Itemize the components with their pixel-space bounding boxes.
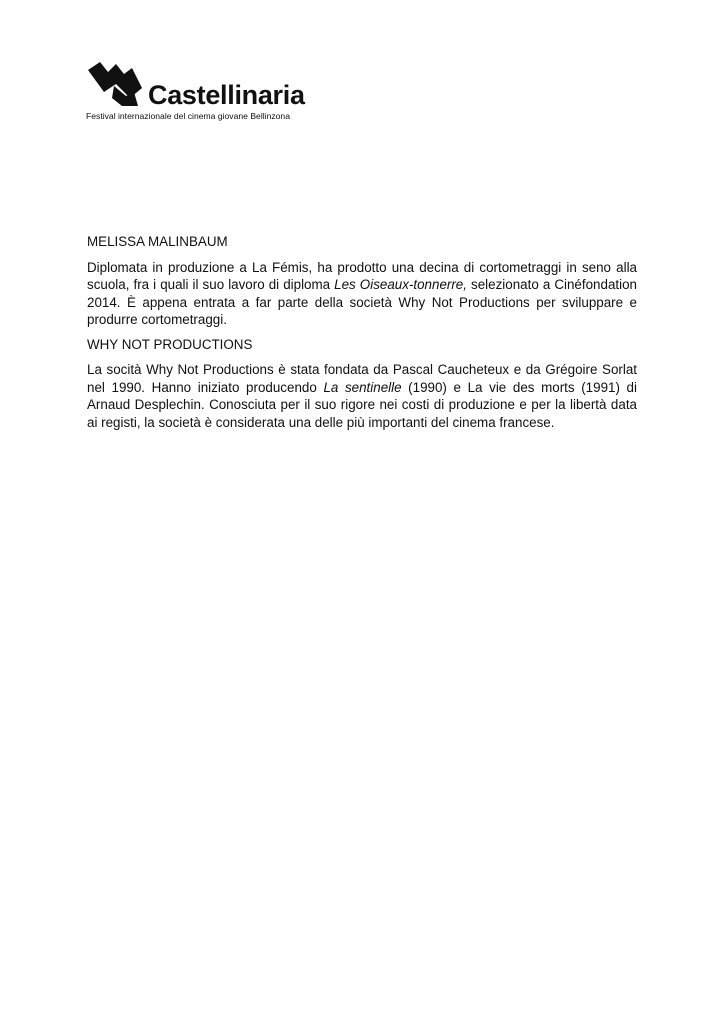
paragraph-text: Diplomata in produzione a La Fémis, ha prodotto una decina di cortometraggi in seno alla scuola, fra i quali il suo lavoro di diploma bbox=[87, 259, 637, 292]
section-heading-melissa: MELISSA MALINBAUM bbox=[87, 234, 228, 249]
section-heading-why-not: WHY NOT PRODUCTIONS bbox=[87, 336, 253, 352]
logo-tagline: Festival internazionale del cinema giovane Bellinzona bbox=[86, 111, 290, 121]
castellinaria-logo bbox=[86, 58, 306, 124]
paragraph-melissa bbox=[87, 259, 637, 329]
film-title: Les Oiseaux-tonnerre, bbox=[334, 277, 467, 292]
paragraph-text: (1990) e La vie des morts (1991) di Arnaud Desplechin. Conosciuta per il suo rigore nei costi di produzione e per la libertà data ai registi, la società è considerata una delle più importanti del cinema francese. bbox=[87, 379, 637, 430]
film-title: La sentinelle bbox=[323, 379, 402, 395]
paragraph-text: selezionato a Cinéfondation 2014. È appena entrata a far parte della società Why Not Productions per sviluppare e produrre cortometraggi. bbox=[87, 277, 637, 327]
castle-icon bbox=[86, 58, 156, 108]
paragraph-text: La socità Why Not Productions è stata fondata da Pascal Caucheteux e da Grégoire Sorlat nel 1990. Hanno iniziato producendo bbox=[87, 362, 637, 395]
document-body bbox=[87, 233, 637, 438]
paragraph-why-not bbox=[87, 361, 637, 431]
logo-name: Castellinaria bbox=[148, 80, 305, 110]
